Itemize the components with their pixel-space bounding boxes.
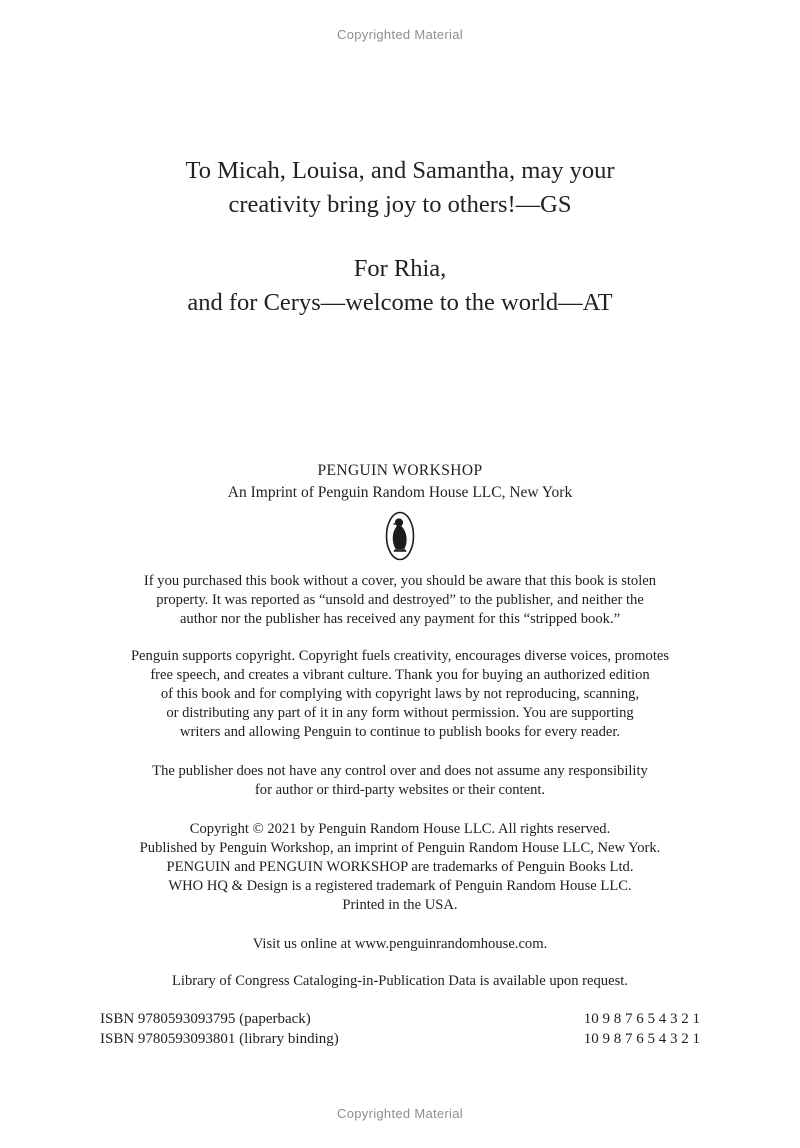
isbn-section: [100, 1010, 700, 1049]
dedication-section: [0, 154, 800, 320]
third-party-disclaimer: The publisher does not have any control over and does not assume any responsibility for author or third-party websites or their content.: [152, 763, 648, 798]
legal-section: [0, 572, 800, 991]
stolen-book-notice: If you purchased this book without a cover, you should be aware that this book is stolen property. It was reported as “unsold and destroyed” to the publisher, and neither the author nor the publisher has received any payment for this “stripped book.”: [143, 573, 657, 627]
copyrighted-material-top: Copyrighted Material: [337, 27, 463, 42]
publisher-name: PENGUIN WORKSHOP: [317, 462, 483, 479]
copyright-support-notice: Penguin supports copyright. Copyright fuels creativity, encourages diverse voices, promotes free speech, and creates a vibrant culture. Thank you for buying an authorized edition of this book and for complying with copyright laws by not reproducing, scanning, or distributing any part of it in any form without permission. You are supporting writers and allowing Penguin to continue to publish books for every reader.: [130, 648, 670, 740]
isbn-row-library: [100, 1030, 700, 1050]
dedication-at: For Rhia, and for Cerys—welcome to the world—AT: [187, 255, 613, 316]
penguin-logo-icon: [0, 510, 800, 562]
website-line: Visit us online at www.penguinrandomhouse.com.: [252, 936, 548, 952]
printing-numbers-library: 10 9 8 7 6 5 4 3 2 1: [583, 1030, 700, 1047]
isbn-library-label: ISBN 9780593093801 (library binding): [100, 1030, 339, 1047]
copyrighted-material-bottom: Copyrighted Material: [337, 1106, 463, 1121]
publisher-block: [0, 460, 800, 562]
dedication-gs: To Micah, Louisa, and Samantha, may your creativity bring joy to others!—GS: [185, 157, 615, 218]
isbn-paperback-label: ISBN 9780593093795 (paperback): [100, 1011, 311, 1027]
library-of-congress-line: Library of Congress Cataloging-in-Publication Data is available upon request.: [172, 973, 628, 989]
isbn-row-paperback: [100, 1010, 700, 1030]
publisher-imprint: An Imprint of Penguin Random House LLC, New York: [227, 484, 573, 501]
printing-numbers-paperback: 10 9 8 7 6 5 4 3 2 1: [583, 1011, 700, 1027]
copyright-statement: Copyright © 2021 by Penguin Random House LLC. All rights reserved. Published by Penguin Workshop, an imprint of Penguin Random House LLC, New York. PENGUIN and PENGUIN WORKSHOP are trademarks of Penguin Books Ltd. WHO HQ & Design is a registered trademark of Penguin Random House LLC. Printed in the USA.: [139, 821, 661, 913]
